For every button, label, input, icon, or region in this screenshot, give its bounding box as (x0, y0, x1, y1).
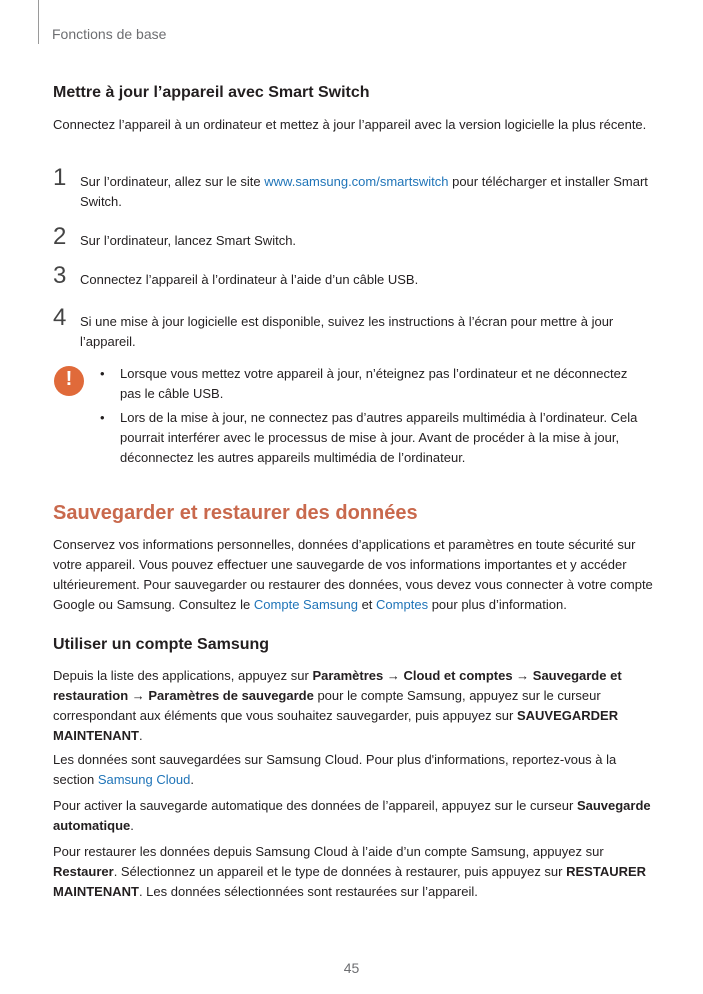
paragraph-2: Les données sont sauvegardées sur Samsung Cloud. Pour plus d'informations, reportez-vous à la section Samsung Cloud. (53, 752, 617, 787)
header-rule (38, 0, 39, 44)
step-text: Si une mise à jour logicielle est disponible, suivez les instructions à l’écran pour mettre à jour l’appareil. (80, 314, 614, 349)
comptes-link[interactable]: Comptes (376, 597, 429, 612)
section-header: Fonctions de base (52, 26, 167, 42)
step-text: Sur l’ordinateur, lancez Smart Switch. (80, 233, 297, 248)
smart-switch-title: Mettre à jour l’appareil avec Smart Switch (53, 84, 370, 101)
paragraph-4: Pour restaurer les données depuis Samsung Cloud à l’aide d’un compte Samsung, appuyez sur Restaurer. Sélectionnez un appareil et le type de données à restaurer, puis appuyez sur RESTAURER MAINTENANT. Les données sélectionnées sont restaurées sur l’appareil. (53, 844, 647, 899)
backup-title: Sauvegarder et restaurer des données (53, 502, 418, 524)
step-number: 3 (53, 262, 67, 289)
step-number: 1 (53, 164, 67, 191)
step-text: Sur l’ordinateur, allez sur le site www.samsung.com/smartswitch pour télécharger et installer Smart Switch. (80, 174, 648, 209)
compte-samsung-link[interactable]: Compte Samsung (253, 597, 358, 612)
smart-switch-intro: Connectez l’appareil à un ordinateur et mettez à jour l’appareil avec la version logicielle la plus récente. (53, 117, 647, 132)
page-number: 45 (343, 960, 360, 976)
step-text: Connectez l’appareil à l’ordinateur à l’aide d’un câble USB. (80, 272, 419, 287)
paragraph-3: Pour activer la sauvegarde automatique des données de l’appareil, appuyez sur le curseur Sauvegarde automatique. (53, 798, 651, 833)
warning-icon: ! (54, 366, 84, 396)
step-number: 4 (53, 304, 67, 331)
smartswitch-link[interactable]: www.samsung.com/smartswitch (264, 174, 449, 189)
step-number: 2 (53, 223, 67, 250)
samsung-cloud-link[interactable]: Samsung Cloud (97, 772, 191, 787)
paragraph-1: Depuis la liste des applications, appuyez sur Paramètres → Cloud et comptes → Sauvegarde et restauration → Paramètres de sauvegarde pour le compte Samsung, appuyez sur le curseur correspondant aux éléments que vous souhaitez sauvegarder, puis appuyez sur SAUVEGARDER MAINTENANT. (53, 668, 622, 743)
samsung-account-title: Utiliser un compte Samsung (53, 636, 270, 653)
backup-intro: Conservez vos informations personnelles, données d’applications et paramètres en toute sécurité sur votre appareil. Vous pouvez effectuer une sauvegarde de vos informations importantes et y accéder ultérieurement. Pour sauvegarder ou restaurer des données, vous devez vous connecter à votre compte Google ou Samsung. Consultez le Compte Samsung et Comptes pour plus d’information. (53, 537, 653, 612)
